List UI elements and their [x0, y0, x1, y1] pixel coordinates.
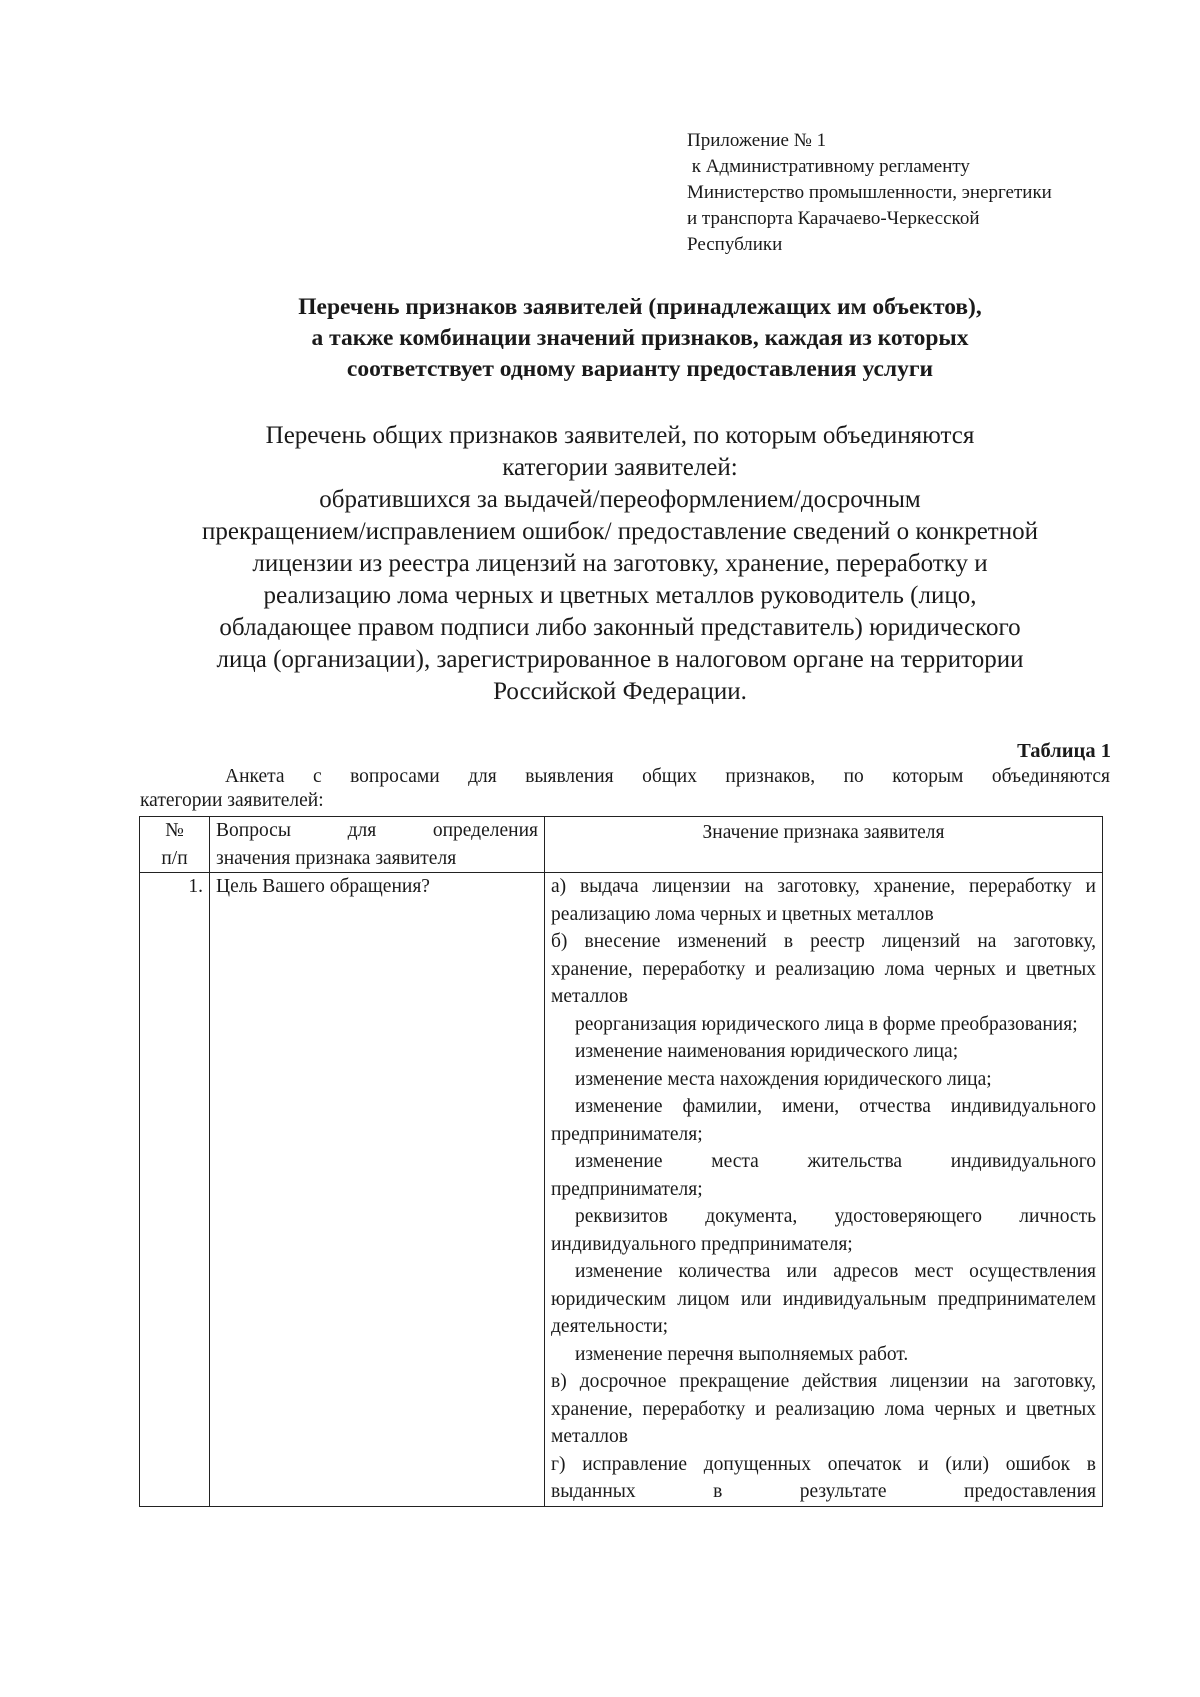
header-question-line1: [216, 817, 538, 845]
intro-word: по: [843, 766, 864, 787]
answer-subitem: изменение места нахождения юридического лица;: [575, 1068, 992, 1090]
header-number-line1: №: [165, 820, 184, 841]
title-line: Перечень признаков заявителей (принадлежащих им объектов),: [298, 294, 982, 320]
appendix-line: Республики: [687, 234, 783, 255]
table-intro: [140, 765, 1110, 813]
row-number: 1.: [140, 873, 210, 1507]
intro-word: вопросами: [350, 766, 440, 787]
appendix-line: Приложение № 1: [687, 130, 827, 151]
header-question: [210, 817, 545, 873]
appendix-line: и транспорта Карачаево-Черкесской: [687, 208, 980, 229]
subtitle-line: лица (организации), зарегистрированное в налоговом органе на территории: [216, 646, 1024, 673]
subtitle-line: обладающее правом подписи либо законный представитель) юридического: [219, 614, 1021, 641]
document-title: [200, 292, 1080, 385]
answer-option: а) выдача лицензии на заготовку, хранение, переработку и реализацию лома черных и цветных металлов: [551, 876, 1096, 925]
intro-line: [140, 765, 1110, 789]
subtitle-line: лицензии из реестра лицензий на заготовку, хранение, переработку и: [252, 550, 988, 577]
subtitle-line: категории заявителей:: [502, 454, 738, 481]
header-number-line2: п/п: [161, 847, 188, 869]
intro-word: которым: [892, 766, 964, 787]
row-answers: [545, 873, 1103, 1507]
subtitle-line: реализацию лома черных и цветных металлов руководитель (лицо,: [263, 582, 977, 609]
answer-subitem: изменение наименования юридического лица;: [575, 1041, 959, 1062]
answer-subitem: изменение фамилии, имени, отчества индивидуального предпринимателя;: [551, 1096, 1096, 1145]
answer-subitem: реквизитов документа, удостоверяющего личность индивидуального предпринимателя;: [551, 1206, 1096, 1255]
intro-word: объединяются: [991, 766, 1110, 787]
answer-option: б) внесение изменений в реестр лицензий на заготовку, хранение, переработку и реализацию лома черных и цветных металлов: [551, 931, 1096, 1007]
row-question: Цель Вашего обращения?: [210, 873, 545, 1507]
table-caption: Таблица 1: [1017, 740, 1111, 762]
header-number: [140, 817, 210, 873]
table-row: [140, 873, 1103, 1507]
answer-subitem: изменение количества или адресов мест осуществления юридическим лицом или индивидуальным предпринимателем деятельности;: [551, 1261, 1096, 1337]
answer-subitem: изменение перечня выполняемых работ.: [575, 1343, 909, 1365]
questionnaire-table: [139, 816, 1103, 1507]
answer-subitem: реорганизация юридического лица в форме преобразования;: [575, 1013, 1078, 1035]
intro-word: признаков,: [725, 766, 816, 787]
header-question-word: для: [347, 820, 377, 841]
answer-subitem: изменение места жительства индивидуального предпринимателя;: [551, 1151, 1096, 1200]
appendix-line: Министерство промышленности, энергетики: [687, 182, 1052, 203]
appendix-line: к Административному регламенту: [687, 156, 970, 177]
intro-word: с: [313, 766, 322, 787]
header-question-word: Вопросы: [216, 820, 291, 841]
title-line: соответствует одному варианту предоставления услуги: [346, 356, 934, 382]
header-value: Значение признака заявителя: [545, 817, 1103, 873]
header-question-word: определения: [432, 820, 538, 841]
table-header-row: [140, 817, 1103, 873]
intro-word: для: [468, 766, 497, 787]
intro-line: категории заявителей:: [140, 790, 324, 811]
section-heading: [140, 420, 1100, 708]
answer-option: в) досрочное прекращение действия лицензии на заготовку, хранение, переработку и реализацию лома черных и цветных металлов: [551, 1371, 1096, 1447]
header-question-line2: значения признака заявителя: [216, 847, 457, 869]
subtitle-line: Перечень общих признаков заявителей, по которым объединяются: [265, 422, 975, 449]
title-line: а также комбинации значений признаков, каждая из которых: [311, 325, 969, 351]
answer-option: г) исправление допущенных опечаток и (или) ошибок в выданных в результате предоставления: [551, 1453, 1096, 1502]
subtitle-line: прекращением/исправлением ошибок/ предоставление сведений о конкретной: [201, 518, 1038, 545]
intro-word: выявления: [525, 766, 614, 787]
appendix-block: [687, 128, 1127, 258]
intro-word: общих: [642, 766, 697, 787]
subtitle-line: обратившихся за выдачей/переоформлением/досрочным: [319, 486, 921, 513]
intro-word: Анкета: [225, 766, 285, 787]
subtitle-line: Российской Федерации.: [493, 678, 747, 705]
